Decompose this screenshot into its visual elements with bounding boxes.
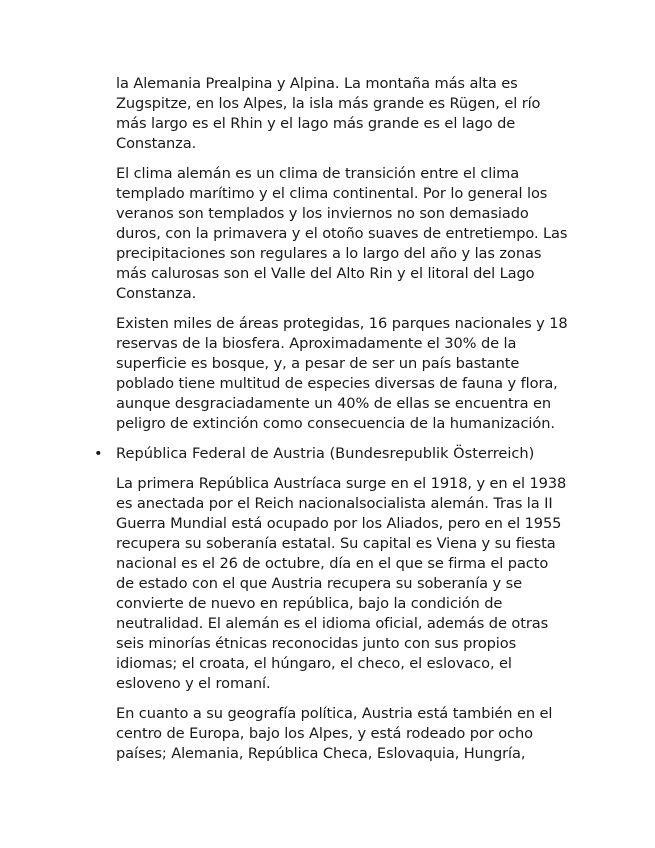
bullet-marker: • <box>94 445 103 462</box>
paragraph-germany-protected-areas: Existen miles de áreas protegidas, 16 parques nacionales y 18 reservas de la biosfera. Aproximadamente el 30% de la superficie es bosque, y, a pesar de ser un país bastante poblado tiene multitud de especies diversas de fauna y flora, aunque desgraciadamente un 40% de ellas se encuentra en peligro de extinción como consecuencia de la humanización. <box>116 315 568 432</box>
paragraph-germany-climate: El clima alemán es un clima de transición entre el clima templado marítimo y el clima continental. Por lo general los veranos son templados y los inviernos no son demasiado duros, con la primavera y el otoño suaves de entretiempo. Las precipitaciones son regulares a lo largo del año y las zonas más calurosas son el Valle del Alto Rin y el litoral del Lago Constanza. <box>116 165 568 302</box>
paragraph-austria-history: La primera República Austríaca surge en el 1918, y en el 1938 es anectada por el Reich nacionalsocialista alemán. Tras la II Guerra Mundial está ocupado por los Aliados, pero en el 1955 recupera su soberanía estatal. Su capital es Viena y su fiesta nacional es el 26 de octubre, día en el que se firma el pacto de estado con el que Austria recupera su soberanía y se convierte de nuevo en república, bajo la condición de neutralidad. El alemán es el idioma oficial, además de otras seis minorías étnicas reconocidas junto con sus propios idiomas; el croata, el húngaro, el checo, el eslovaco, el esloveno y el romaní. <box>116 475 567 692</box>
document-body <box>94 74 568 774</box>
paragraph-austria-geography: En cuanto a su geografía política, Austria está también en el centro de Europa, bajo los Alpes, y está rodeado por ocho países; Alemania, República Checa, Eslovaquia, Hungría, <box>116 705 553 762</box>
bullet-text: República Federal de Austria (Bundesrepublik Österreich) <box>116 445 535 462</box>
bullet-item-austria <box>94 444 568 464</box>
paragraph-germany-geography: la Alemania Prealpina y Alpina. La montaña más alta es Zugspitze, en los Alpes, la isla más grande es Rügen, el río más largo es el Rhin y el lago más grande es el lago de Constanza. <box>116 75 541 152</box>
